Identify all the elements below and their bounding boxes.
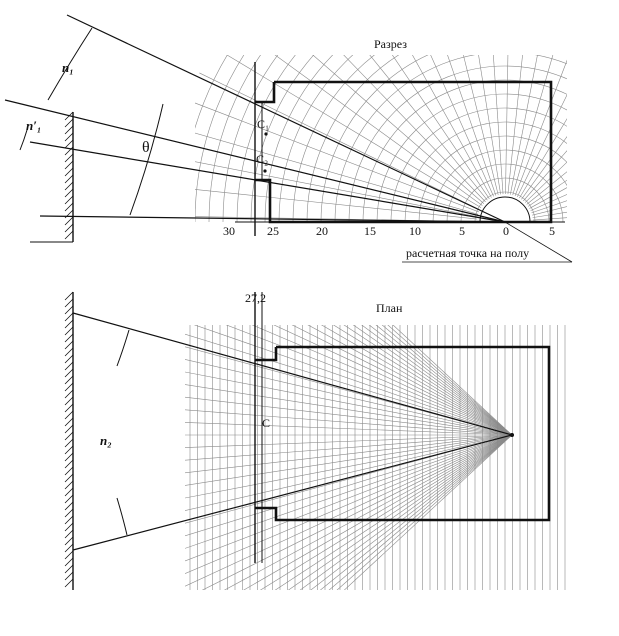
plan-angle-arcs <box>117 330 129 535</box>
section-n1-label: n₁ <box>62 60 74 75</box>
section-scale-ticks <box>223 224 555 238</box>
tick-30: 30 <box>223 224 235 238</box>
plan-title: План <box>376 301 403 315</box>
plan-wall-hatching <box>65 292 73 587</box>
section-c2-label: C₂ <box>256 152 269 166</box>
section-n1-prime-label: n′₁ <box>26 118 42 133</box>
tick-20: 20 <box>316 224 328 238</box>
plan-origin-point <box>510 433 514 437</box>
section-title: Разрез <box>374 37 407 51</box>
plan-wall-mark: 27,2 <box>245 291 266 305</box>
section-point-c2 <box>263 169 266 172</box>
section-theta-label: θ <box>142 139 150 156</box>
plan-sight-rays <box>73 313 512 550</box>
tick-0: 0 <box>503 224 509 238</box>
plan-view <box>65 133 565 636</box>
tick-15: 15 <box>364 224 376 238</box>
plan-n2-label: n₂ <box>100 433 112 448</box>
tick-10: 10 <box>409 224 421 238</box>
section-point-c1 <box>264 132 267 135</box>
tick-5-left: 5 <box>459 224 465 238</box>
section-view <box>5 0 619 262</box>
plan-c-label: C <box>262 416 271 430</box>
tick-25: 25 <box>267 224 279 238</box>
section-c1-label: C₁ <box>257 117 270 131</box>
section-room-outline <box>255 82 551 222</box>
tick-5-right: 5 <box>549 224 555 238</box>
section-wall-hatching <box>65 112 73 239</box>
section-point-label: расчетная точка на полу <box>406 246 530 260</box>
